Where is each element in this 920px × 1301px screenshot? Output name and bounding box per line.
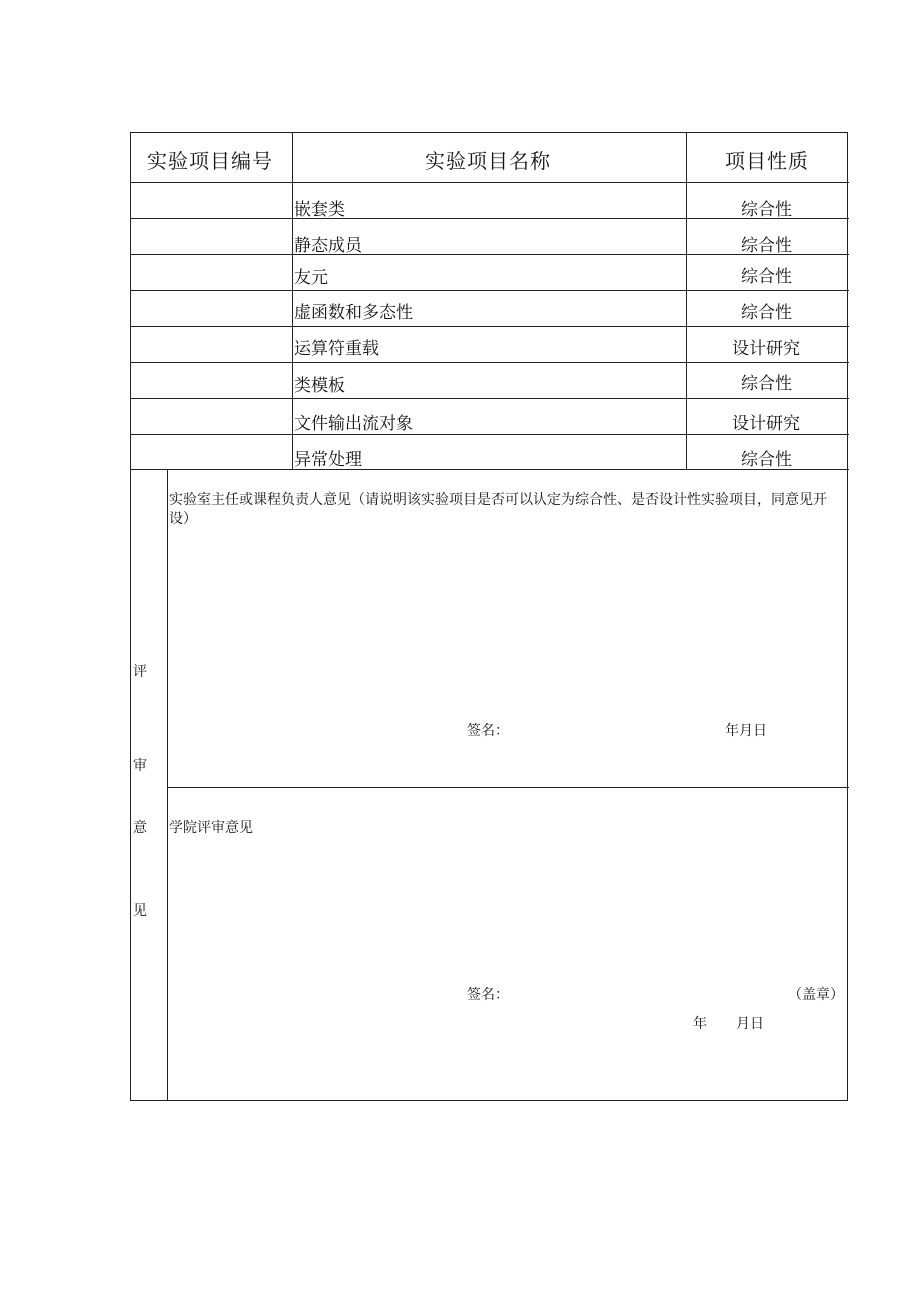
opinion-divider (167, 787, 849, 788)
row-divider (131, 290, 849, 291)
review-label-char: 意 (133, 820, 147, 836)
project-name-cell: 运算符重载 (294, 339, 379, 359)
project-name-cell: 虚函数和多态性 (294, 303, 413, 323)
project-nature-cell: 设计研究 (732, 414, 800, 434)
project-nature-cell: 综合性 (741, 303, 792, 323)
project-nature-cell: 综合性 (741, 200, 792, 220)
row-divider (131, 182, 849, 183)
college-seal-label: （盖章） (788, 987, 844, 1003)
review-label-char: 审 (133, 758, 147, 774)
project-nature-cell: 综合性 (741, 236, 792, 256)
experiment-project-form (130, 132, 848, 1101)
row-divider (131, 434, 849, 435)
college-date-year: 年 (693, 1016, 707, 1032)
project-nature-cell: 综合性 (741, 450, 792, 470)
row-divider (131, 326, 849, 327)
header-project-number: 实验项目编号 (147, 149, 273, 173)
project-name-cell: 异常处理 (294, 450, 362, 470)
college-signature-label: 签名： (467, 987, 509, 1003)
project-name-cell: 静态成员 (294, 236, 362, 256)
project-name-cell: 嵌套类 (294, 200, 345, 220)
college-opinion-title: 学院评审意见 (169, 820, 253, 836)
row-divider (131, 362, 849, 363)
project-name-cell: 文件输出流对象 (294, 414, 413, 434)
row-divider (131, 398, 849, 399)
header-project-nature: 项目性质 (725, 149, 809, 173)
column-divider (686, 133, 687, 469)
project-nature-cell: 综合性 (741, 374, 792, 394)
review-label-divider (167, 469, 168, 1100)
column-divider (292, 133, 293, 469)
review-label-char: 评 (133, 664, 147, 680)
project-nature-cell: 综合性 (741, 267, 792, 287)
lab-opinion-instruction: 实验室主任或课程负责人意见（请说明该实验项目是否可以认定为综合性、是否设计性实验项目，同意见开设） (169, 492, 827, 527)
project-nature-cell: 设计研究 (732, 339, 800, 359)
header-project-name: 实验项目名称 (425, 149, 551, 173)
project-name-cell: 类模板 (294, 376, 345, 396)
lab-signature-label: 签名： (467, 723, 509, 739)
review-label-char: 见 (133, 903, 147, 919)
lab-date-label: 年月日 (725, 723, 767, 739)
project-name-cell: 友元 (294, 268, 328, 288)
college-date-month-day: 月日 (736, 1016, 764, 1032)
